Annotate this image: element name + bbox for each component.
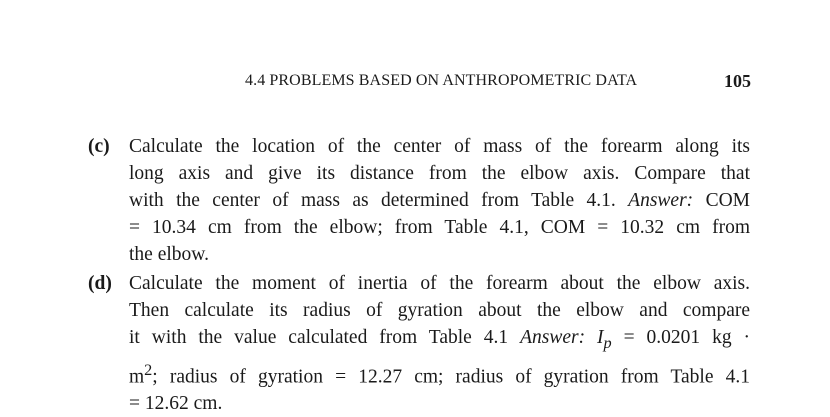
problem-label-c: (c) xyxy=(88,136,110,157)
problem-d-line-3 xyxy=(129,324,750,357)
section-title: 4.4 PROBLEMS BASED ON ANTHROPOMETRIC DATA xyxy=(245,72,638,89)
inertia-value: = 0.0201 kg · xyxy=(623,327,751,348)
running-head xyxy=(0,72,830,96)
problem-d-line-4 xyxy=(129,357,750,391)
problem-d xyxy=(88,270,750,417)
problem-c-line-3 xyxy=(129,187,750,214)
problem-label-d: (d) xyxy=(88,273,112,294)
problem-c-line-4: = 10.34 cm from the elbow; from Table 4.1, COM = 10.32 cm from xyxy=(129,217,750,238)
problem-c xyxy=(88,133,750,268)
problem-c-line-3-com: COM xyxy=(705,190,751,211)
problem-d-line-1: Calculate the moment of inertia of the forearm about the elbow axis. xyxy=(129,273,750,294)
inertia-subscript: p xyxy=(603,333,612,352)
problem-c-line-3-text: with the center of mass as determined from Table 4.1. xyxy=(129,190,616,211)
answer-label-d: Answer: xyxy=(520,327,586,348)
problem-d-line-4-text: ; radius of gyration = 12.27 cm; radius of gyration from Table 4.1 xyxy=(152,366,750,388)
problem-c-text xyxy=(129,133,750,268)
problem-d-line-2: Then calculate its radius of gyration about the elbow and compare xyxy=(129,300,750,321)
problem-d-line-3-text: it with the value calculated from Table 4.1 xyxy=(129,327,509,348)
problem-c-line-1: Calculate the location of the center of mass of the forearm along its xyxy=(129,136,750,157)
problem-d-text xyxy=(129,270,750,417)
inertia-symbol: I xyxy=(597,327,604,348)
answer-label-c: Answer: xyxy=(628,190,694,211)
unit-m: m xyxy=(129,366,145,388)
unit-exponent: 2 xyxy=(144,360,153,379)
page-number: 105 xyxy=(724,71,751,91)
problem-c-line-2: long axis and give its distance from the elbow axis. Compare that xyxy=(129,163,750,184)
problem-d-line-5: = 12.62 cm. xyxy=(129,393,223,415)
problem-c-line-5: the elbow. xyxy=(129,244,209,265)
